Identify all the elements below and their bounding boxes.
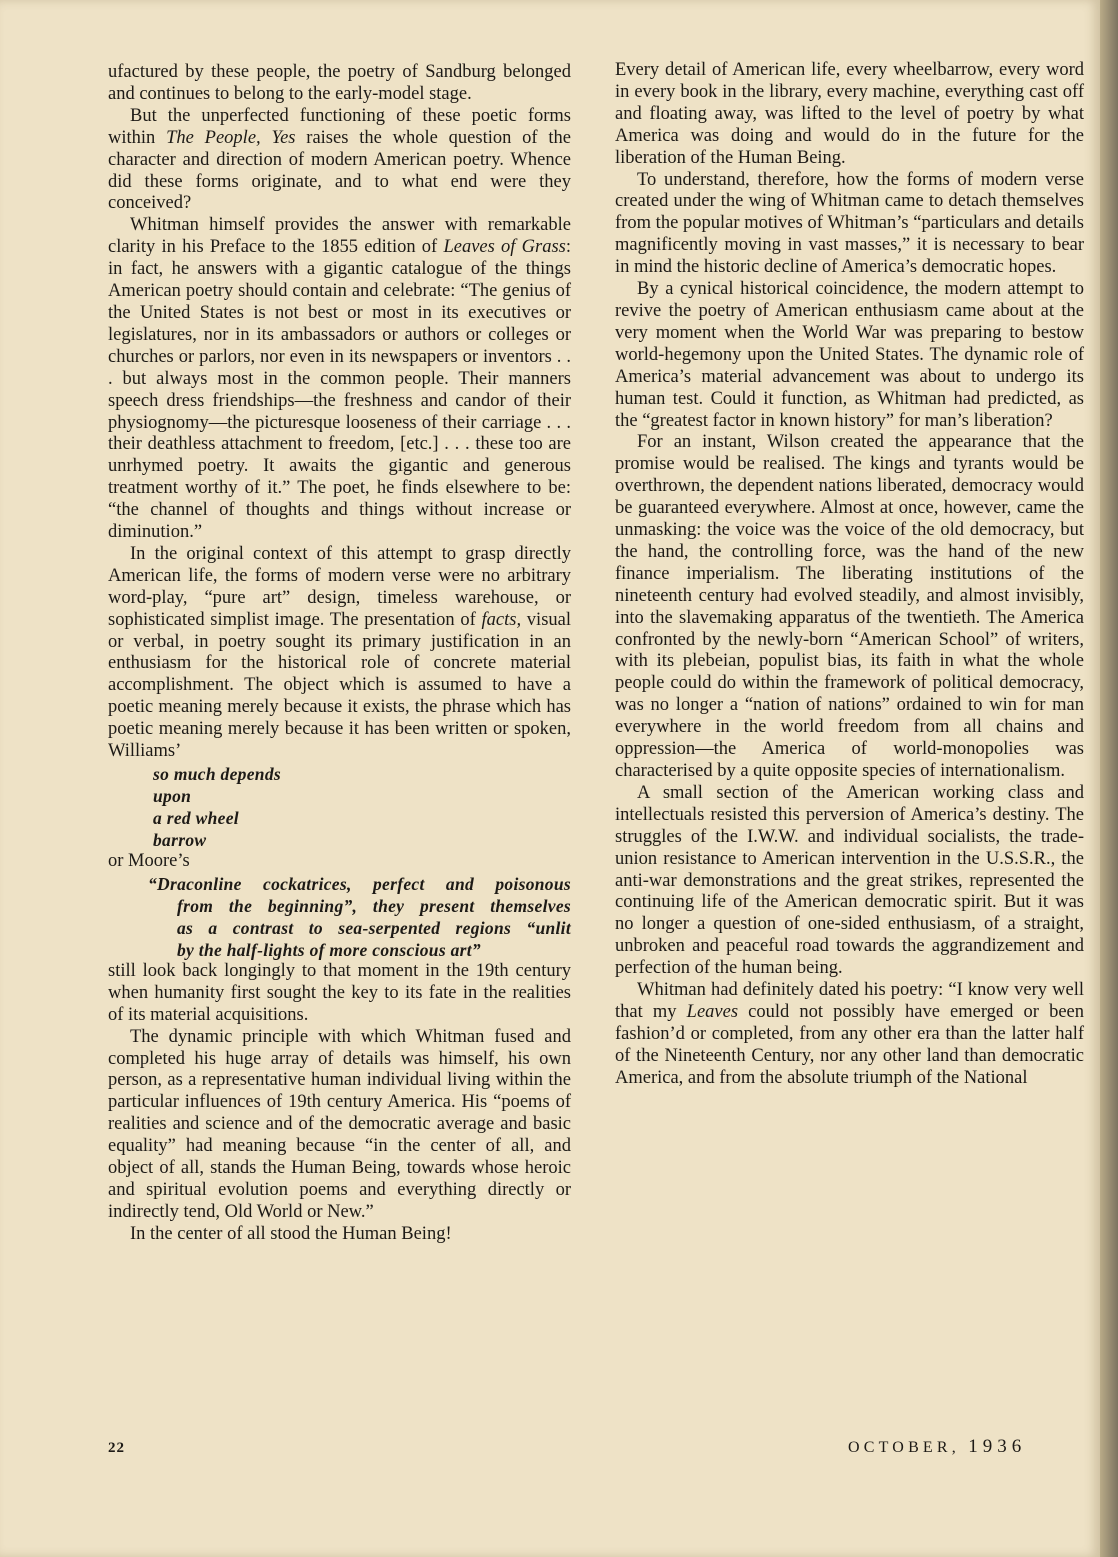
paragraph	[615, 60, 1084, 170]
paragraph	[615, 432, 1084, 783]
paragraph-text: In the center of all stood the Human Being!	[130, 1223, 452, 1244]
williams-poem	[108, 763, 571, 851]
poem-line: from the beginning”, they present themselves	[177, 895, 571, 916]
page-number: 22	[108, 1440, 125, 1456]
paragraph-text: In the original context of this attempt to grasp directly American life, the forms of modern verse were no arbitrary word-play, “pure art” design, timeless warehouse, or sophisticated simplist image. The presentation of	[108, 543, 571, 630]
paragraph-text: : in fact, he answers with a gigantic catalogue of the things American poetry should contain and celebrate: “The genius of the United States is not best or most in its executives or legislatures, nor in its ambassadors or authors or colleges or churches or parlors, nor even in its newspapers or inventors . . . but always most in the common people. Their manners speech dress friendships—the freshness and candor of their physiognomy—the picturesque looseness of their carriage . . . their deathless attachment to freedom, [etc.] . . . these too are unrhymed poetry. It awaits the gigantic and generous treatment worthy of it.” The poet, he finds elsewhere to be: “the channel of thoughts and things without increase or diminution.”	[108, 237, 571, 543]
issue-date	[848, 1436, 1026, 1458]
poem-line: by the half-lights of more conscious art”	[177, 939, 481, 960]
poem-line: barrow	[153, 830, 207, 850]
paragraph-text: ufactured by these people, the poetry of Sandburg belonged and continues to belong to the early-model stage.	[108, 62, 571, 104]
paragraph-text: still look back longingly to that moment in the 19th century when humanity first sought the key to its fate in the realities of its material acquisitions.	[108, 960, 571, 1025]
book-title: The People, Yes	[166, 127, 296, 148]
poem-line: “Draconline cockatrices, perfect and poisonous	[148, 873, 571, 894]
book-title: Leaves of Grass	[443, 237, 566, 258]
paragraph-text: To understand, therefore, how the forms of modern verse created under the wing of Whitman came to detach themselves from the popular motives of Whitman’s “particulars and details magnificently moving in vast masses,” it is necessary to bear in mind the historic decline of America’s democratic hopes.	[615, 169, 1084, 278]
paragraph	[108, 62, 571, 106]
left-column	[108, 62, 571, 1246]
issue-month: OCTOBER,	[848, 1439, 960, 1456]
issue-year: 1936	[968, 1436, 1027, 1457]
paragraph-text: Whitman had definitely dated his poetry: “I know very well that my	[615, 980, 1084, 1022]
paragraph-text: Every detail of American life, every wheelbarrow, every word in every book in the library, every machine, everything cast off and floating away, was lifted to the level of poetry by what America was doing and would do in the future for the liberation of the Human Being.	[615, 60, 1084, 168]
page-edge	[1100, 0, 1118, 1557]
paragraph	[108, 215, 571, 544]
paragraph-text: visual or verbal, in poetry sought its primary justification in an enthusiasm for the historical role of concrete material accomplishment. The object which is assumed to have a poetic meaning merely because it exists, the phrase which has poetic meaning merely because it has been written or spoken, Williams’	[108, 609, 571, 762]
book-title: Leaves	[686, 1001, 739, 1022]
paragraph-text: or Moore’s	[108, 851, 190, 871]
paragraph	[615, 980, 1084, 1090]
paragraph-text: could not possibly have emerged or been fashion’d or completed, from any other era than the latter half of the Nineteenth Century, nor any other land than democratic America, and from the absolute triumph of the National	[615, 1001, 1084, 1088]
right-column	[615, 60, 1084, 1090]
paragraph	[108, 544, 571, 763]
paragraph	[615, 783, 1084, 980]
paragraph	[108, 106, 571, 216]
poem-line: as a contrast to sea-serpented regions “unlit	[177, 917, 571, 938]
paragraph	[615, 279, 1084, 432]
paragraph-text: A small section of the American working class and intellectuals resisted this perversion of America’s destiny. The struggles of the I.W.W. and individual socialists, the trade-union resistance to American intervention in the U.S.S.R., the anti-war demonstrations and the great strikes, represented the continuing life of the American democratic spirit. But it was no longer a question of one-sided enthusiasm, of a straight, unbroken and peaceful road towards the aggrandizement and perfection of the human being.	[615, 782, 1084, 979]
paragraph-text: By a cynical historical coincidence, the modern attempt to revive the poetry of American enthusiasm came about at the very moment when the World War was preparing to bestow world-hegemony upon the United States. The dynamic role of America’s material advancement was about to undergo its human test. Could it function, as Whitman had predicted, as the “greatest factor in known history” for man’s liberation?	[615, 279, 1084, 431]
paragraph	[615, 170, 1084, 280]
paragraph-text: raises the whole question of the character and direction of modern American poetry. Whence did these forms originate, and to what end were they conceived?	[108, 127, 572, 214]
moore-poem	[108, 873, 571, 961]
paragraph-text: For an instant, Wilson created the appearance that the promise would be realised. The kings and tyrants would be overthrown, the dependent nations liberated, democracy would be guaranteed everywhere. Almost at once, however, came the unmasking: the voice was the voice of the old democracy, but the hand, the controlling force, was the hand of the new finance imperialism. The liberating institutions of the nineteenth century had evolved steadily, and almost invisibly, into the slavemaking apparatus of the twentieth. The America confronted by the newly-born “American School” of writers, with its plebeian, populist bias, its faith in what the whole people could do within the framework of political democracy, was no longer a “nation of nations” ordained to win for man everywhere in the world freedom from all chains and oppression—the America of world-monopolies was characterised by a quite opposite species of internationalism.	[615, 432, 1084, 781]
paragraph-text: Whitman himself provides the answer with remarkable clarity in his Preface to the 1855 edition of	[108, 215, 571, 258]
poem-line: upon	[153, 786, 192, 806]
paragraph	[108, 961, 571, 1027]
paragraph	[108, 1027, 571, 1224]
paragraph-text: But the unperfected functioning of these poetic forms within	[108, 105, 571, 148]
poem-line: a red wheel	[153, 808, 239, 828]
paragraph-text: The dynamic principle with which Whitman fused and completed his huge array of details was himself, his own person, as a representative human individual living within the particular influences of 19th century America. His “poems of realities and science and of the democratic average and basic equality” had meaning because “in the center of all, and object of all, stands the Human Being, towards whose heroic and spiritual evolution poems and everything directly or indirectly tend, Old World or New.”	[108, 1026, 571, 1222]
emphasis: facts,	[481, 609, 522, 630]
paragraph	[108, 851, 571, 873]
poem-line: so much depends	[153, 764, 281, 784]
paragraph	[108, 1224, 571, 1246]
